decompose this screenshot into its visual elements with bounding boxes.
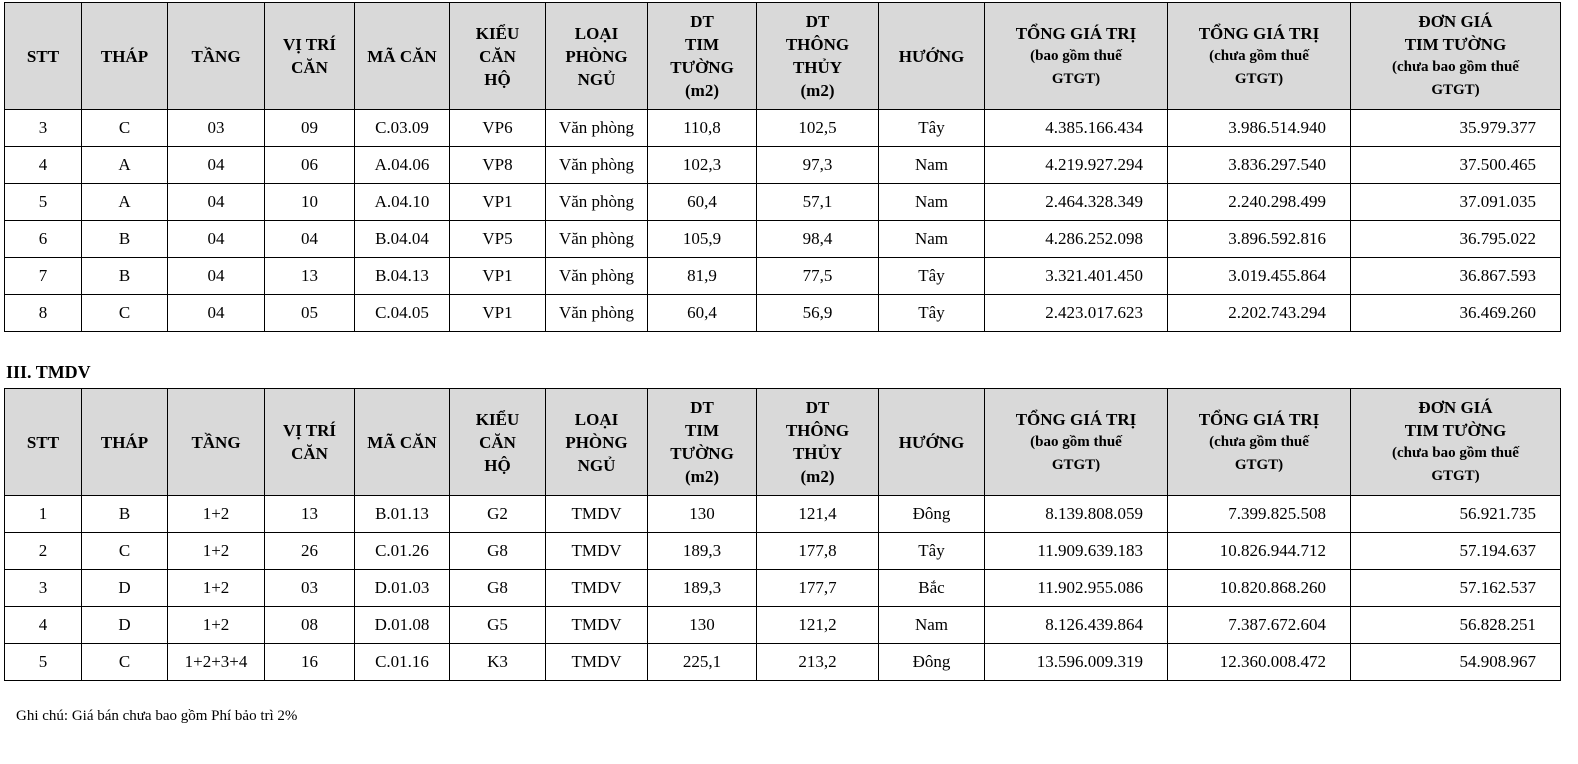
footnote: Ghi chú: Giá bán chưa bao gồm Phí bảo trì 2% bbox=[16, 708, 298, 724]
cell-tang: 04 bbox=[168, 184, 265, 221]
cell-tang: 1+2 bbox=[168, 533, 265, 570]
cell-don-gia: 35.979.377 bbox=[1351, 110, 1561, 147]
cell-huong: Tây bbox=[879, 110, 985, 147]
cell-vi-tri: 08 bbox=[265, 607, 355, 644]
cell-tong-gia-tri-thue: 11.902.955.086 bbox=[985, 570, 1168, 607]
cell-tong-gia-tri-thue: 4.286.252.098 bbox=[985, 221, 1168, 258]
cell-tang: 04 bbox=[168, 221, 265, 258]
table-row bbox=[5, 184, 1561, 221]
cell-tong-gia-tri-thue: 2.464.328.349 bbox=[985, 184, 1168, 221]
cell-stt: 3 bbox=[5, 570, 82, 607]
cell-tong-gia-tri-chua-thue: 7.399.825.508 bbox=[1168, 496, 1351, 533]
cell-kieu-can-ho: VP6 bbox=[450, 110, 546, 147]
cell-loai-phong-ngu: Văn phòng bbox=[546, 184, 648, 221]
cell-tong-gia-tri-thue: 2.423.017.623 bbox=[985, 295, 1168, 332]
header-tong-gia-tri-thue: TỔNG GIÁ TRỊ (bao gồm thuế GTGT) bbox=[985, 3, 1168, 110]
cell-dt-thong-thuy: 121,2 bbox=[757, 607, 879, 644]
cell-huong: Nam bbox=[879, 184, 985, 221]
header-dt-thong-thuy: DT THÔNG THỦY (m2) bbox=[757, 389, 879, 496]
cell-tong-gia-tri-thue: 4.385.166.434 bbox=[985, 110, 1168, 147]
cell-stt: 4 bbox=[5, 607, 82, 644]
cell-ma-can: D.01.03 bbox=[355, 570, 450, 607]
cell-dt-thong-thuy: 102,5 bbox=[757, 110, 879, 147]
cell-ma-can: C.01.26 bbox=[355, 533, 450, 570]
header-kieu-can-ho: KIỂU CĂN HỘ bbox=[450, 3, 546, 110]
cell-thap: A bbox=[82, 147, 168, 184]
header-don-gia: ĐƠN GIÁ TIM TƯỜNG (chưa bao gồm thuế GTGT) bbox=[1351, 389, 1561, 496]
header-tong-gia-tri-chua-thue: TỔNG GIÁ TRỊ (chưa gồm thuế GTGT) bbox=[1168, 389, 1351, 496]
cell-dt-tim-tuong: 130 bbox=[648, 496, 757, 533]
cell-tang: 1+2 bbox=[168, 570, 265, 607]
cell-loai-phong-ngu: TMDV bbox=[546, 533, 648, 570]
header-kieu-can-ho: KIỂU CĂN HỘ bbox=[450, 389, 546, 496]
cell-vi-tri: 03 bbox=[265, 570, 355, 607]
cell-huong: Nam bbox=[879, 221, 985, 258]
price-table-office bbox=[4, 2, 1561, 332]
header-don-gia: ĐƠN GIÁ TIM TƯỜNG (chưa bao gồm thuế GTGT) bbox=[1351, 3, 1561, 110]
cell-kieu-can-ho: G8 bbox=[450, 570, 546, 607]
cell-stt: 2 bbox=[5, 533, 82, 570]
cell-tang: 04 bbox=[168, 147, 265, 184]
cell-stt: 1 bbox=[5, 496, 82, 533]
table-row bbox=[5, 607, 1561, 644]
cell-kieu-can-ho: VP1 bbox=[450, 184, 546, 221]
cell-huong: Nam bbox=[879, 607, 985, 644]
table-body bbox=[5, 496, 1561, 681]
header-tang: TẦNG bbox=[168, 389, 265, 496]
cell-ma-can: C.04.05 bbox=[355, 295, 450, 332]
cell-loai-phong-ngu: TMDV bbox=[546, 644, 648, 681]
cell-thap: C bbox=[82, 110, 168, 147]
cell-dt-thong-thuy: 177,7 bbox=[757, 570, 879, 607]
cell-ma-can: C.03.09 bbox=[355, 110, 450, 147]
cell-stt: 5 bbox=[5, 644, 82, 681]
cell-loai-phong-ngu: Văn phòng bbox=[546, 221, 648, 258]
cell-tong-gia-tri-chua-thue: 2.202.743.294 bbox=[1168, 295, 1351, 332]
cell-tong-gia-tri-chua-thue: 10.826.944.712 bbox=[1168, 533, 1351, 570]
table-row bbox=[5, 147, 1561, 184]
cell-ma-can: A.04.10 bbox=[355, 184, 450, 221]
cell-vi-tri: 13 bbox=[265, 258, 355, 295]
cell-thap: C bbox=[82, 295, 168, 332]
cell-kieu-can-ho: K3 bbox=[450, 644, 546, 681]
cell-stt: 3 bbox=[5, 110, 82, 147]
table-row bbox=[5, 496, 1561, 533]
section-title-tmdv: III. TMDV bbox=[6, 362, 91, 382]
cell-don-gia: 36.469.260 bbox=[1351, 295, 1561, 332]
header-dt-tim-tuong: DT TIM TƯỜNG (m2) bbox=[648, 3, 757, 110]
header-row bbox=[5, 389, 1561, 496]
cell-tong-gia-tri-thue: 3.321.401.450 bbox=[985, 258, 1168, 295]
cell-tong-gia-tri-chua-thue: 2.240.298.499 bbox=[1168, 184, 1351, 221]
header-stt: STT bbox=[5, 389, 82, 496]
cell-thap: D bbox=[82, 607, 168, 644]
cell-don-gia: 36.795.022 bbox=[1351, 221, 1561, 258]
cell-tong-gia-tri-chua-thue: 3.019.455.864 bbox=[1168, 258, 1351, 295]
cell-don-gia: 56.921.735 bbox=[1351, 496, 1561, 533]
header-huong: HƯỚNG bbox=[879, 389, 985, 496]
cell-vi-tri: 26 bbox=[265, 533, 355, 570]
cell-tong-gia-tri-chua-thue: 12.360.008.472 bbox=[1168, 644, 1351, 681]
cell-tong-gia-tri-thue: 4.219.927.294 bbox=[985, 147, 1168, 184]
table-row bbox=[5, 644, 1561, 681]
cell-dt-tim-tuong: 105,9 bbox=[648, 221, 757, 258]
table-row bbox=[5, 295, 1561, 332]
cell-stt: 4 bbox=[5, 147, 82, 184]
header-ma-can: MÃ CĂN bbox=[355, 3, 450, 110]
cell-dt-tim-tuong: 60,4 bbox=[648, 184, 757, 221]
cell-stt: 5 bbox=[5, 184, 82, 221]
header-tang: TẦNG bbox=[168, 3, 265, 110]
cell-dt-tim-tuong: 102,3 bbox=[648, 147, 757, 184]
cell-ma-can: B.01.13 bbox=[355, 496, 450, 533]
table-row bbox=[5, 258, 1561, 295]
cell-tong-gia-tri-thue: 8.139.808.059 bbox=[985, 496, 1168, 533]
cell-don-gia: 37.500.465 bbox=[1351, 147, 1561, 184]
cell-dt-tim-tuong: 130 bbox=[648, 607, 757, 644]
header-huong: HƯỚNG bbox=[879, 3, 985, 110]
cell-vi-tri: 06 bbox=[265, 147, 355, 184]
cell-huong: Tây bbox=[879, 295, 985, 332]
cell-stt: 6 bbox=[5, 221, 82, 258]
cell-kieu-can-ho: VP5 bbox=[450, 221, 546, 258]
cell-dt-tim-tuong: 225,1 bbox=[648, 644, 757, 681]
header-thap: THÁP bbox=[82, 3, 168, 110]
cell-kieu-can-ho: G8 bbox=[450, 533, 546, 570]
cell-tang: 03 bbox=[168, 110, 265, 147]
cell-kieu-can-ho: VP8 bbox=[450, 147, 546, 184]
cell-vi-tri: 13 bbox=[265, 496, 355, 533]
header-stt: STT bbox=[5, 3, 82, 110]
cell-dt-thong-thuy: 177,8 bbox=[757, 533, 879, 570]
cell-dt-thong-thuy: 98,4 bbox=[757, 221, 879, 258]
table-row bbox=[5, 570, 1561, 607]
cell-loai-phong-ngu: Văn phòng bbox=[546, 110, 648, 147]
cell-ma-can: A.04.06 bbox=[355, 147, 450, 184]
cell-loai-phong-ngu: TMDV bbox=[546, 607, 648, 644]
cell-huong: Tây bbox=[879, 533, 985, 570]
header-tong-gia-tri-thue: TỔNG GIÁ TRỊ (bao gồm thuế GTGT) bbox=[985, 389, 1168, 496]
cell-dt-tim-tuong: 60,4 bbox=[648, 295, 757, 332]
cell-don-gia: 57.162.537 bbox=[1351, 570, 1561, 607]
table-row bbox=[5, 221, 1561, 258]
cell-don-gia: 36.867.593 bbox=[1351, 258, 1561, 295]
header-loai-phong-ngu: LOẠI PHÒNG NGỦ bbox=[546, 389, 648, 496]
cell-tong-gia-tri-chua-thue: 3.836.297.540 bbox=[1168, 147, 1351, 184]
cell-kieu-can-ho: VP1 bbox=[450, 295, 546, 332]
cell-thap: D bbox=[82, 570, 168, 607]
cell-thap: B bbox=[82, 221, 168, 258]
cell-ma-can: D.01.08 bbox=[355, 607, 450, 644]
cell-dt-thong-thuy: 97,3 bbox=[757, 147, 879, 184]
cell-stt: 8 bbox=[5, 295, 82, 332]
cell-thap: C bbox=[82, 533, 168, 570]
cell-tong-gia-tri-chua-thue: 3.896.592.816 bbox=[1168, 221, 1351, 258]
cell-huong: Bắc bbox=[879, 570, 985, 607]
cell-tong-gia-tri-thue: 13.596.009.319 bbox=[985, 644, 1168, 681]
cell-loai-phong-ngu: TMDV bbox=[546, 496, 648, 533]
cell-dt-tim-tuong: 189,3 bbox=[648, 570, 757, 607]
cell-tong-gia-tri-chua-thue: 10.820.868.260 bbox=[1168, 570, 1351, 607]
header-dt-thong-thuy: DT THÔNG THỦY (m2) bbox=[757, 3, 879, 110]
cell-tang: 04 bbox=[168, 258, 265, 295]
cell-vi-tri: 10 bbox=[265, 184, 355, 221]
cell-dt-tim-tuong: 189,3 bbox=[648, 533, 757, 570]
cell-thap: C bbox=[82, 644, 168, 681]
cell-huong: Đông bbox=[879, 644, 985, 681]
cell-don-gia: 56.828.251 bbox=[1351, 607, 1561, 644]
cell-ma-can: B.04.04 bbox=[355, 221, 450, 258]
table-body bbox=[5, 110, 1561, 332]
cell-dt-thong-thuy: 56,9 bbox=[757, 295, 879, 332]
header-thap: THÁP bbox=[82, 389, 168, 496]
header-tong-gia-tri-chua-thue: TỔNG GIÁ TRỊ (chưa gồm thuế GTGT) bbox=[1168, 3, 1351, 110]
cell-tong-gia-tri-chua-thue: 7.387.672.604 bbox=[1168, 607, 1351, 644]
cell-kieu-can-ho: G2 bbox=[450, 496, 546, 533]
cell-don-gia: 37.091.035 bbox=[1351, 184, 1561, 221]
header-loai-phong-ngu: LOẠI PHÒNG NGỦ bbox=[546, 3, 648, 110]
cell-tang: 1+2+3+4 bbox=[168, 644, 265, 681]
header-row bbox=[5, 3, 1561, 110]
cell-thap: A bbox=[82, 184, 168, 221]
cell-huong: Đông bbox=[879, 496, 985, 533]
cell-kieu-can-ho: G5 bbox=[450, 607, 546, 644]
cell-stt: 7 bbox=[5, 258, 82, 295]
cell-don-gia: 57.194.637 bbox=[1351, 533, 1561, 570]
cell-tong-gia-tri-thue: 11.909.639.183 bbox=[985, 533, 1168, 570]
cell-dt-thong-thuy: 77,5 bbox=[757, 258, 879, 295]
cell-ma-can: B.04.13 bbox=[355, 258, 450, 295]
header-vi-tri: VỊ TRÍ CĂN bbox=[265, 389, 355, 496]
cell-loai-phong-ngu: Văn phòng bbox=[546, 147, 648, 184]
cell-vi-tri: 05 bbox=[265, 295, 355, 332]
cell-dt-tim-tuong: 110,8 bbox=[648, 110, 757, 147]
cell-vi-tri: 09 bbox=[265, 110, 355, 147]
cell-dt-thong-thuy: 57,1 bbox=[757, 184, 879, 221]
header-dt-tim-tuong: DT TIM TƯỜNG (m2) bbox=[648, 389, 757, 496]
cell-thap: B bbox=[82, 496, 168, 533]
price-table-tmdv bbox=[4, 388, 1561, 681]
cell-loai-phong-ngu: TMDV bbox=[546, 570, 648, 607]
cell-don-gia: 54.908.967 bbox=[1351, 644, 1561, 681]
cell-loai-phong-ngu: Văn phòng bbox=[546, 258, 648, 295]
cell-vi-tri: 04 bbox=[265, 221, 355, 258]
table-row bbox=[5, 110, 1561, 147]
cell-tong-gia-tri-thue: 8.126.439.864 bbox=[985, 607, 1168, 644]
cell-dt-thong-thuy: 121,4 bbox=[757, 496, 879, 533]
header-vi-tri: VỊ TRÍ CĂN bbox=[265, 3, 355, 110]
cell-tang: 04 bbox=[168, 295, 265, 332]
cell-loai-phong-ngu: Văn phòng bbox=[546, 295, 648, 332]
header-ma-can: MÃ CĂN bbox=[355, 389, 450, 496]
cell-tong-gia-tri-chua-thue: 3.986.514.940 bbox=[1168, 110, 1351, 147]
cell-ma-can: C.01.16 bbox=[355, 644, 450, 681]
cell-thap: B bbox=[82, 258, 168, 295]
cell-dt-tim-tuong: 81,9 bbox=[648, 258, 757, 295]
cell-dt-thong-thuy: 213,2 bbox=[757, 644, 879, 681]
table-row bbox=[5, 533, 1561, 570]
cell-kieu-can-ho: VP1 bbox=[450, 258, 546, 295]
cell-tang: 1+2 bbox=[168, 607, 265, 644]
cell-tang: 1+2 bbox=[168, 496, 265, 533]
cell-huong: Tây bbox=[879, 258, 985, 295]
cell-vi-tri: 16 bbox=[265, 644, 355, 681]
cell-huong: Nam bbox=[879, 147, 985, 184]
